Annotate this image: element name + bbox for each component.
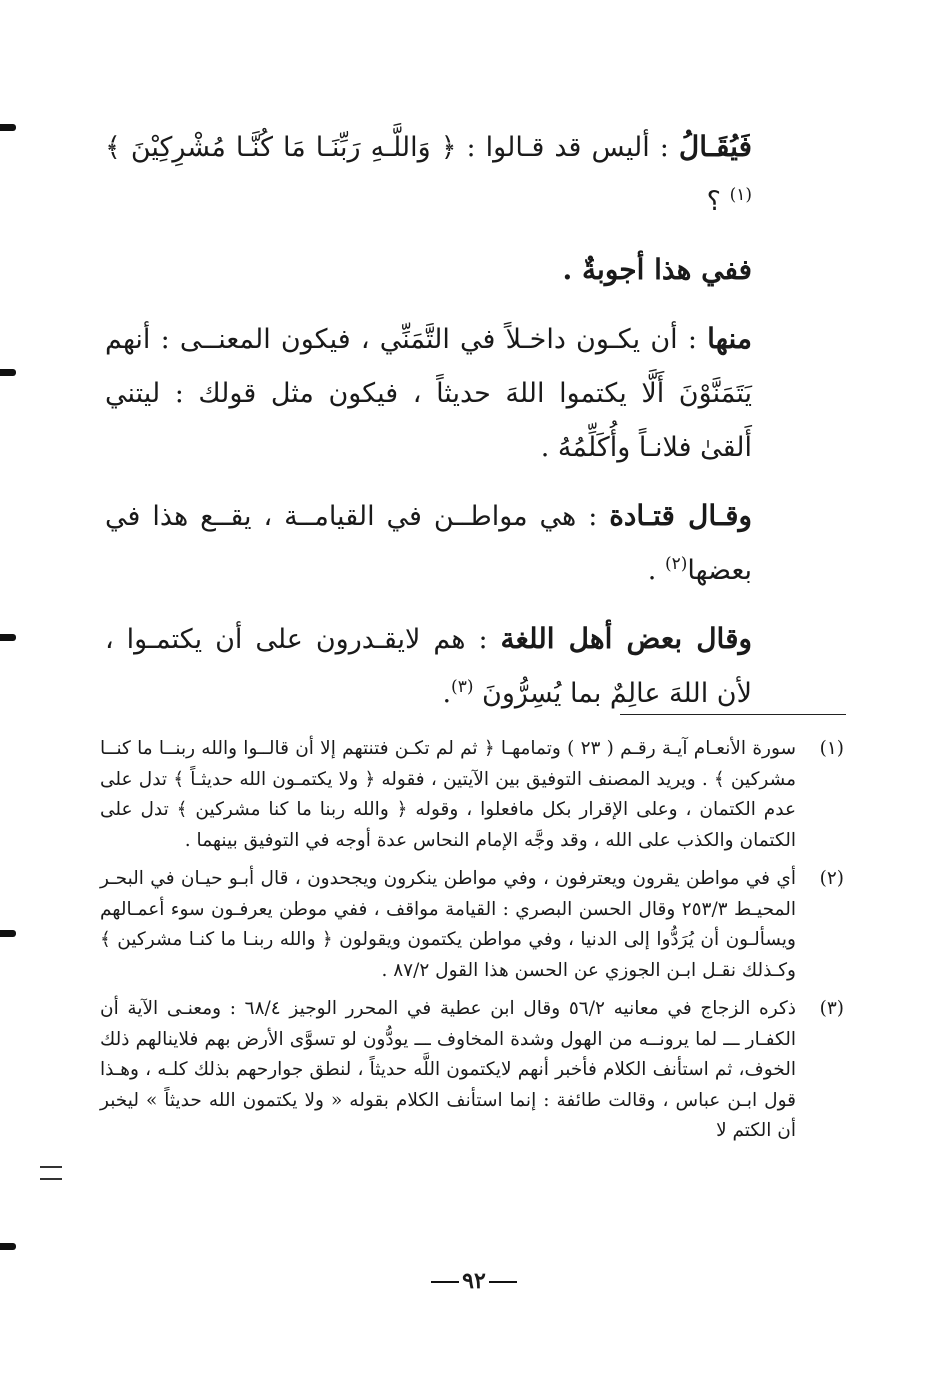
footnote-ref[interactable]: (١) bbox=[729, 185, 752, 205]
paragraph-lead: فَيُقَـالُ bbox=[678, 130, 752, 163]
footnote-item bbox=[100, 994, 844, 1147]
paragraph-lead: منها bbox=[707, 322, 752, 355]
paragraph-lead: وقـال قتـادة bbox=[609, 499, 752, 532]
binding-mark bbox=[0, 124, 16, 131]
binding-mark bbox=[0, 634, 16, 641]
footnote-item bbox=[100, 734, 844, 856]
paragraph-lead: وقال بعض أهل اللغة bbox=[500, 622, 752, 655]
footnote-number: (٢) bbox=[819, 868, 844, 889]
binding-mark bbox=[0, 1243, 16, 1250]
footnote-number: (١) bbox=[819, 738, 844, 759]
footnote-item bbox=[100, 864, 844, 986]
paragraph-lead: ففي هذا أجوبةٌ . bbox=[562, 253, 752, 286]
binding-mark bbox=[0, 930, 16, 937]
main-text bbox=[105, 120, 752, 735]
dash-icon bbox=[431, 1281, 459, 1283]
dash-icon bbox=[489, 1281, 517, 1283]
paragraph-1 bbox=[105, 120, 752, 229]
footnote-text: سورة الأنعـام آيـة رقـم ( ٢٣ ) وتمامهـا ﴿ ثم لم تكـن فتنتهم إلا أن قالــوا والله ربنــا ما كنــا مشركين ﴾ . ويريد المصنف التوفيق بين الآيتين ، فقوله ﴿ ولا يكتمـون الله حديثـاً ﴾ تدل على عدم الكتمان ، وعلى الإقرار بكل مافعلوا ، وقوله ﴿ والله ربنا ما كنا مشركين ﴾ تدل على الكتمان والكذب على الله ، وقد وجَّه الإمام النحاس عدة أوجه في التوفيق بينهما . bbox=[100, 738, 797, 851]
footnotes bbox=[100, 734, 844, 1155]
footnote-text: أي في مواطن يقرون ويعترفون ، وفي مواطن ينكرون ويجحدون ، قال أبـو حيـان في البحـر المحيـط ٢٥٣/٣ وقال الحسن البصري : القيامة مواقف ، ففي موطن يعرفـون سوء أعمـالهم ويسألـون أن يُرَدُّوا إلى الدنيا ، وفي مواطن يكتمون ويقولون ﴿ والله ربنـا ما كنـا مشركين ﴾ وكـذلك نقـل ابـن الجوزي عن الحسن هذا القول ٨٧/٢ . bbox=[100, 868, 796, 981]
binding-mark bbox=[0, 369, 16, 376]
paragraph-tail: . bbox=[442, 678, 452, 709]
continuation-mark bbox=[40, 1166, 62, 1180]
paragraph-text: : أن يكـون داخـلاً في التَّمَنِّي ، فيكون المعنــى : أنهم يَتَمَنَّوْنَ أَلَّا يكتموا اللهَ حديثاً ، فيكون مثل قولك : ليتني أَلقىٰ فلانـاً وأُكَلِّمُهُ . bbox=[105, 324, 752, 463]
footnote-text: ذكره الزجاج في معانيه ٥٦/٢ وقال ابن عطية في المحرر الوجيز ٦٨/٤ : ومعنـى الآية أن الكفـار ـــ لما يرونــه من الهول وشدة المخاوف ـــ يودُّون لو تسوَّى الأرض بهم فلاينالهم ذلك الخوف، ثم استأنف الكلام فأخبر أنهم لايكتمون اللَّه حديثاً ، لنطق جوارحهم بذلك كلـه ، وهـذا قول ابـن عباس ، وقالت طائفة : إنما استأنف الكلام بقوله « ولا يكتمون الله حديثاً » ليخبر أن الكتم لا bbox=[100, 998, 796, 1141]
footnote-ref[interactable]: (٣) bbox=[451, 677, 474, 697]
paragraph-text: : أليس قد قـالوا : ﴿ وَاللَّـهِ رَبِّنَـا مَا كُنَّـا مُشْرِكِيْنَ ﴾ bbox=[105, 132, 679, 163]
footnote-number: (٣) bbox=[819, 998, 844, 1019]
paragraph-tail: . bbox=[647, 555, 665, 586]
paragraph-3 bbox=[105, 312, 752, 475]
page-number-value: ٩٢ bbox=[462, 1268, 486, 1294]
paragraph-text: : هي مواطــن في القيامــة ، يقــع هذا في بعضها bbox=[105, 501, 752, 586]
page-number bbox=[0, 1268, 948, 1294]
paragraph-text: : هم لايقـدرون على أن يكتمـوا ، لأن اللهَ عالِمٌ بما يُسِرُّونَ bbox=[105, 624, 752, 709]
paragraph-tail: ؟ bbox=[706, 186, 730, 217]
paragraph-2 bbox=[105, 243, 752, 298]
footnote-ref[interactable]: (٢) bbox=[664, 554, 688, 574]
paragraph-4 bbox=[105, 489, 752, 598]
footnote-divider bbox=[620, 714, 846, 715]
paragraph-5 bbox=[105, 612, 752, 721]
